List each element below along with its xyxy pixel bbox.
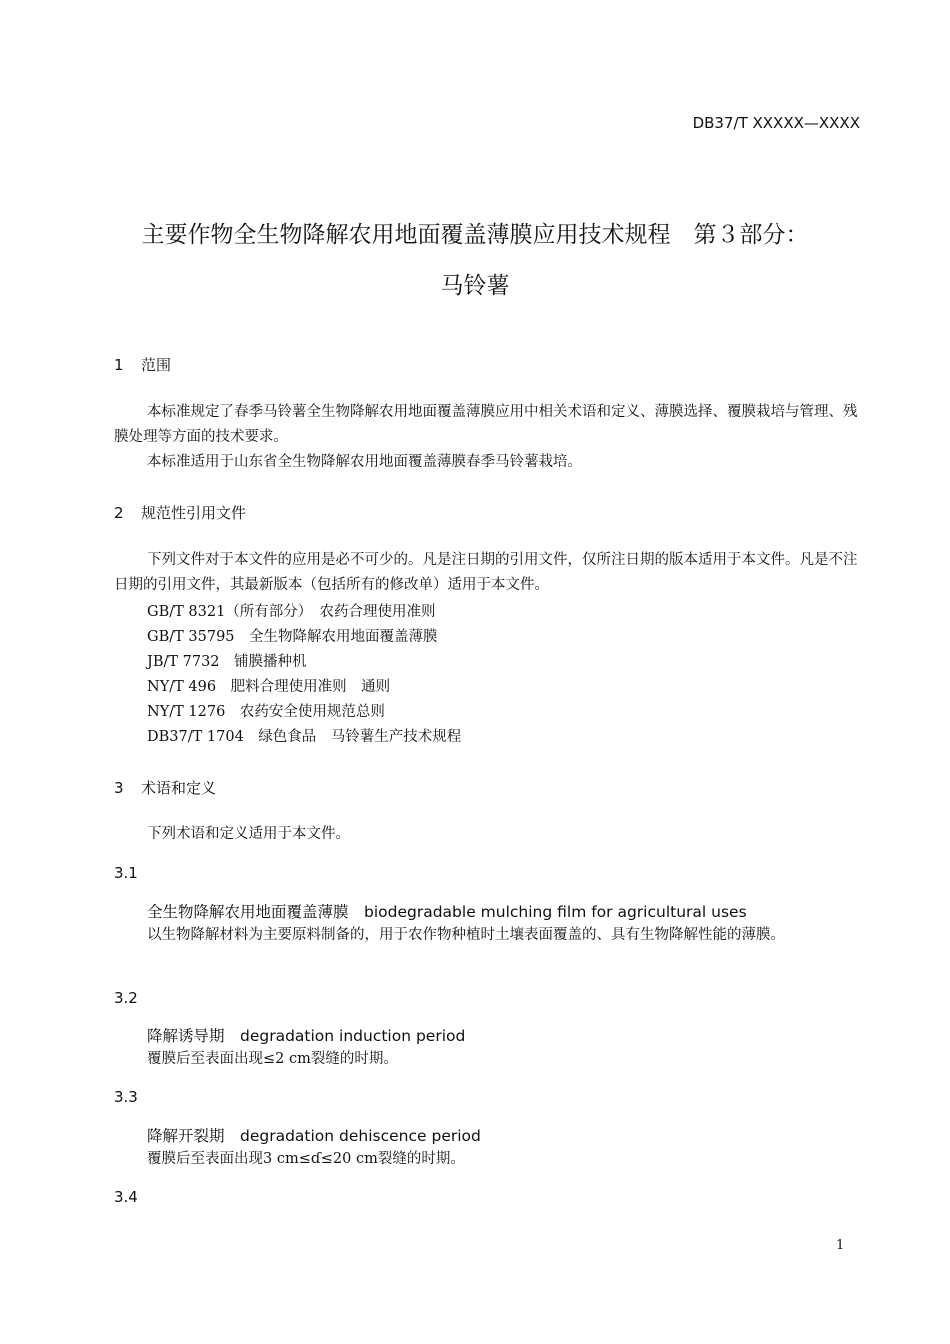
page-number: 1 bbox=[836, 1238, 845, 1253]
reference-item: JB/T 7732 铺膜播种机 bbox=[147, 654, 307, 670]
reference-item: NY/T 496 肥料合理使用准则 通则 bbox=[147, 679, 391, 695]
term-heading: 降解诱导期 degradation induction period bbox=[147, 1027, 466, 1045]
document-code: DB37/T XXXXX—XXXX bbox=[692, 114, 860, 132]
terms-intro: 下列术语和定义适用于本文件。 bbox=[147, 826, 350, 842]
term-number: 3.2 bbox=[114, 989, 138, 1007]
scope-paragraph-1: 本标准规定了春季马铃薯全生物降解农用地面覆盖薄膜应用中相关术语和定义、薄膜选择、覆膜栽培与管理、残膜处理等方面的技术要求。 bbox=[114, 404, 858, 445]
section-title: 规范性引用文件 bbox=[141, 504, 247, 522]
section-heading-scope bbox=[114, 354, 171, 375]
term-definition: 以生物降解材料为主要原料制备的，用于农作物种植时土壤表面覆盖的、具有生物降解性能的薄膜。 bbox=[147, 927, 785, 943]
term-number: 3.3 bbox=[114, 1088, 138, 1106]
section-number: 3 bbox=[114, 779, 124, 797]
section-title: 术语和定义 bbox=[141, 779, 217, 797]
scope-paragraph-2: 本标准适用于山东省全生物降解农用地面覆盖薄膜春季马铃薯栽培。 bbox=[147, 454, 582, 470]
term-heading: 全生物降解农用地面覆盖薄膜 biodegradable mulching film for agricultural uses bbox=[147, 903, 747, 921]
term-definition: 覆膜后至表面出现3 cm≤ɗ≤20 cm裂缝的时期。 bbox=[147, 1151, 465, 1167]
term-number: 3.1 bbox=[114, 864, 138, 882]
term-number: 3.4 bbox=[114, 1188, 138, 1206]
term-definition: 覆膜后至表面出现≤2 cm裂缝的时期。 bbox=[147, 1051, 398, 1067]
section-title: 范围 bbox=[141, 356, 172, 374]
normative-intro: 下列文件对于本文件的应用是必不可少的。凡是注日期的引用文件，仅所注日期的版本适用于本文件。凡是不注日期的引用文件，其最新版本（包括所有的修改单）适用于本文件。 bbox=[114, 552, 858, 593]
term-heading: 降解开裂期 degradation dehiscence period bbox=[147, 1127, 481, 1145]
reference-item: NY/T 1276 农药安全使用规范总则 bbox=[147, 704, 385, 720]
page-subtitle: 马铃薯 bbox=[440, 273, 510, 299]
page-title: 主要作物全生物降解农用地面覆盖薄膜应用技术规程 第３部分： bbox=[141, 222, 809, 248]
reference-item: DB37/T 1704 绿色食品 马铃薯生产技术规程 bbox=[147, 729, 462, 745]
section-heading-normative-references bbox=[114, 502, 246, 523]
section-number: 2 bbox=[114, 504, 124, 522]
reference-item: GB/T 8321（所有部分） 农药合理使用准则 bbox=[147, 604, 436, 620]
section-number: 1 bbox=[114, 356, 124, 374]
section-heading-terms bbox=[114, 777, 216, 798]
reference-item: GB/T 35795 全生物降解农用地面覆盖薄膜 bbox=[147, 629, 438, 645]
